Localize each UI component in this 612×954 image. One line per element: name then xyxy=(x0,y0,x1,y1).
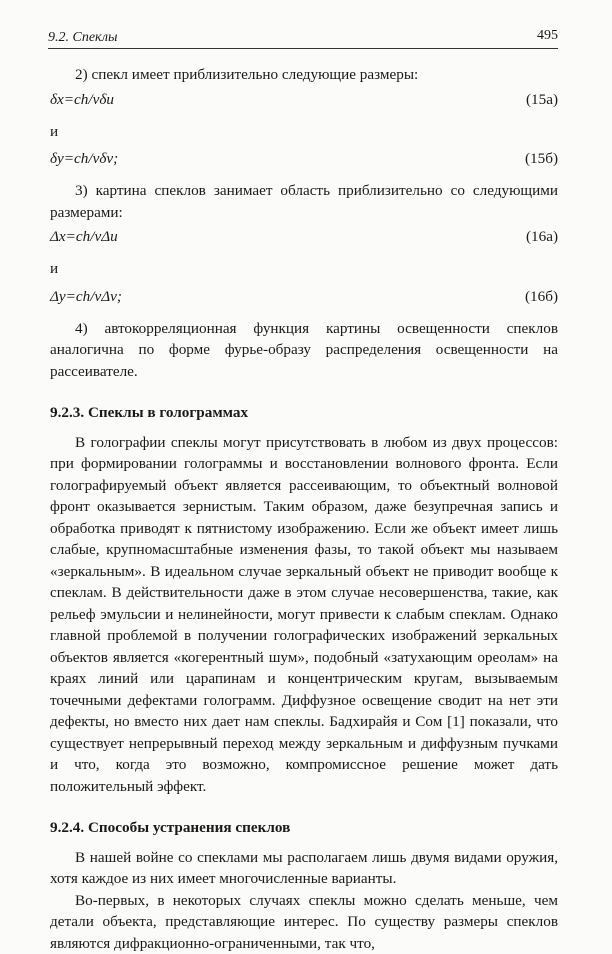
section-heading-923: 9.2.3. Спеклы в голограммах xyxy=(50,402,558,424)
equation-label: (15а) xyxy=(526,89,558,111)
list-item-3: 3) картина спеклов занимает область приблизительно со следующими размерами: xyxy=(50,180,558,223)
section-heading-924: 9.2.4. Способы устранения спеклов xyxy=(50,817,558,839)
equation-formula: δx=ch/νδu xyxy=(50,89,114,111)
equation-formula: δy=ch/νδv; xyxy=(50,148,118,170)
running-header xyxy=(48,28,558,49)
list-item-2: 2) спекл имеет приблизительно следующие размеры: xyxy=(50,64,558,86)
equation-label: (15б) xyxy=(525,148,558,170)
page-body xyxy=(50,64,558,954)
equation-15a xyxy=(50,89,558,111)
list-item-4: 4) автокорреляционная функция картины освещенности спеклов аналогична по форме фурье-образу распределения освещенности на рассеивателе. xyxy=(50,318,558,383)
equation-formula: Δx=ch/νΔu xyxy=(50,226,118,248)
equation-15b xyxy=(50,148,558,170)
conjunction: и xyxy=(50,258,558,280)
paragraph-924-1: В нашей войне со спеклами мы располагаем лишь двумя видами оружия, хотя каждое из них имеет многочисленные варианты. xyxy=(50,847,558,890)
equation-16a xyxy=(50,226,558,248)
equation-label: (16б) xyxy=(525,286,558,308)
conjunction: и xyxy=(50,121,558,143)
header-section: 9.2. Спеклы xyxy=(48,30,117,46)
page-number: 495 xyxy=(537,28,558,44)
equation-formula: Δy=ch/νΔv; xyxy=(50,286,122,308)
paragraph-924-2: Во-первых, в некоторых случаях спеклы можно сделать меньше, чем детали объекта, представляющие интерес. По существу размеры спеклов являются дифракционно-ограниченными, так что, xyxy=(50,890,558,954)
equation-16b xyxy=(50,286,558,308)
paragraph-923: В голографии спеклы могут присутствовать в любом из двух процессов: при формировании голограммы и восстановлении волнового фронта. Если голографируемый объект является рассеивающим, то объектный волновой фронт оказывается зернистым. Таким образом, даже безупречная запись и обработка приводят к пятнистому изображению. Если же объект имеет лишь слабые, крупномасштабные изменения фазы, то такой объект мы называем «зеркальным». В идеальном случае зеркальный объект не приводит вообще к спеклам. В действительности даже в этом случае несовершенства, такие, как рельеф эмульсии и нелинейности, могут привести к слабым спеклам. Однако главной проблемой в получении голографических изображений зеркальных объектов является «когерентный шум», подобный «затухающим ореолам» на краях линий или царапинам и концентрическим кругам, вызываемым точечными дефектами голограмм. Диффузное освещение сводит на нет эти дефекты, но вместо них дает нам спеклы. Бадхирайя и Сом [1] показали, что существует непрерывный переход между зеркальным и диффузным пучками и что, когда это возможно, компромиссное решение может дать положительный эффект. xyxy=(50,432,558,798)
equation-label: (16а) xyxy=(526,226,558,248)
